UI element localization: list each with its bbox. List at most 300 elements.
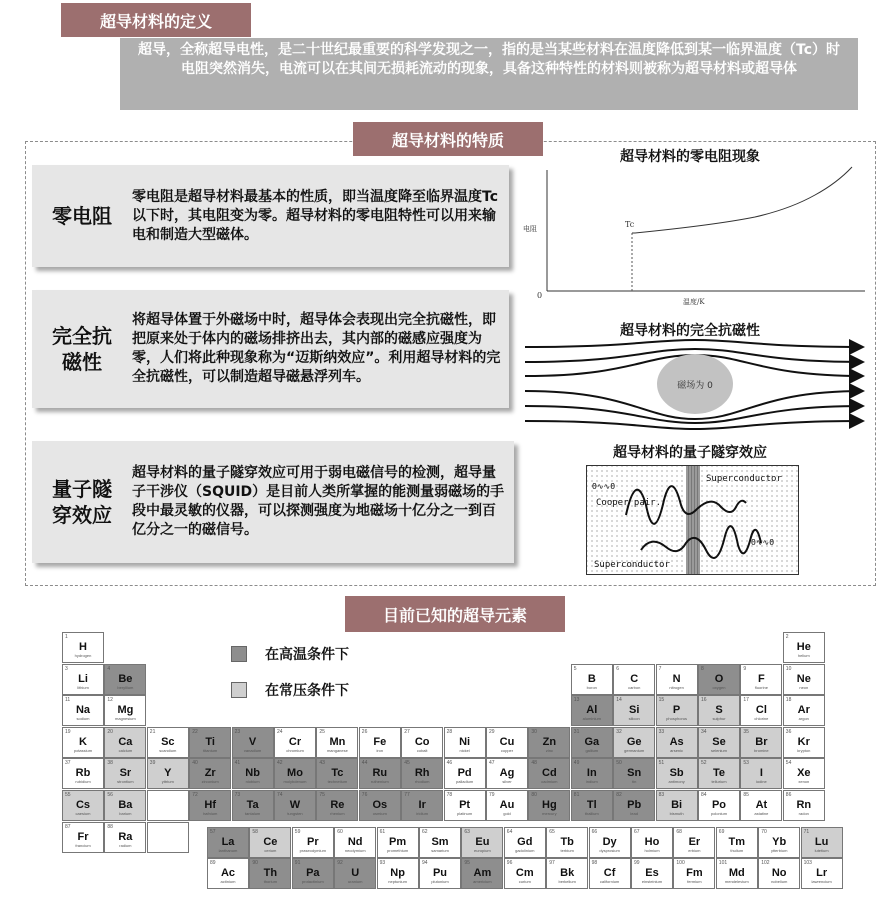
definition-title: 超导材料的定义	[61, 3, 251, 37]
element-symbol: Te	[712, 767, 726, 780]
element-symbol: Be	[118, 672, 133, 685]
atomic-number: 60	[337, 829, 343, 835]
element-name: promethium	[387, 848, 409, 853]
element-pr	[292, 827, 334, 858]
atomic-number: 18	[785, 697, 792, 704]
element-symbol: Sn	[627, 767, 642, 780]
element-ba	[104, 790, 146, 821]
element-co	[401, 727, 443, 758]
element-symbol: P	[672, 704, 681, 717]
element-name: plutonium	[431, 879, 449, 884]
element-cr	[274, 727, 316, 758]
sc-top-label: Superconductor	[706, 474, 782, 484]
element-name: hydrogen	[74, 653, 92, 658]
element-lu	[801, 827, 843, 858]
element-ra	[104, 822, 146, 853]
element-name: cobalt	[416, 747, 428, 753]
element-name: sulphur	[712, 716, 726, 722]
element-symbol: B	[587, 672, 596, 685]
element-symbol: Nb	[245, 767, 260, 780]
atomic-number: 65	[549, 829, 555, 835]
element-symbol: Sm	[431, 836, 449, 848]
element-symbol: In	[586, 767, 597, 780]
element-symbol: Fe	[373, 735, 387, 748]
element-name: thorium	[263, 879, 278, 884]
properties-title: 超导材料的特质	[353, 122, 543, 156]
element-name: actinium	[220, 879, 236, 884]
element-name: gallium	[585, 747, 599, 753]
legend-swatch	[231, 682, 247, 698]
element-name: beryllium	[117, 684, 134, 690]
element-cl	[740, 695, 782, 726]
element-dy	[589, 827, 631, 858]
element-name: copper	[500, 747, 514, 753]
element-name: ruthenium	[370, 779, 389, 785]
element-sr	[104, 758, 146, 789]
atomic-number: 32	[616, 728, 622, 735]
element-ru	[359, 758, 401, 789]
element-zn	[528, 727, 570, 758]
element-ge	[613, 727, 655, 758]
element-ni	[444, 727, 486, 758]
element-symbol: Gd	[517, 836, 533, 848]
element-i	[740, 758, 782, 789]
element-tl	[571, 790, 613, 821]
element-cs	[62, 790, 104, 821]
element-symbol: Ge	[626, 735, 642, 748]
atomic-number: 8	[701, 665, 704, 672]
element-u	[334, 858, 376, 889]
element-symbol: Lu	[814, 836, 829, 848]
element-name: berkelium	[558, 879, 576, 884]
element-symbol: N	[672, 672, 681, 685]
barrier	[686, 466, 700, 574]
atomic-number: 46	[446, 760, 453, 767]
element-pu	[419, 858, 461, 889]
atomic-number: 58	[252, 829, 258, 835]
element-symbol: Sr	[119, 767, 132, 780]
element-symbol: Zn	[542, 735, 557, 748]
element-name: curium	[518, 879, 531, 884]
element-symbol: Cr	[288, 735, 302, 748]
atomic-number: 48	[531, 760, 537, 767]
element-name: strontium	[117, 779, 134, 785]
element-symbol: K	[79, 735, 87, 748]
element-name: thulium	[730, 848, 744, 853]
element-name: antimony	[668, 779, 685, 785]
element-symbol: H	[79, 641, 87, 653]
element-sm	[419, 827, 461, 858]
element-tc	[316, 758, 358, 789]
element-sb	[656, 758, 698, 789]
element-name: ytterbium	[770, 848, 788, 853]
element-name: silver	[502, 779, 512, 785]
atomic-number: 6	[616, 665, 619, 672]
element-name: iron	[376, 747, 384, 753]
atomic-number: 2	[785, 634, 789, 640]
atomic-number: 67	[634, 829, 640, 835]
tunneling-diagram	[586, 465, 799, 575]
element-cd	[528, 758, 570, 789]
element-name: thallium	[584, 811, 599, 816]
atomic-number: 21	[149, 728, 156, 735]
element-ce	[249, 827, 291, 858]
element-symbol: Pm	[389, 836, 407, 848]
element-at	[740, 790, 782, 821]
element-symbol: Ti	[205, 735, 215, 748]
element-symbol: Ta	[246, 799, 259, 811]
atomic-number: 29	[489, 728, 495, 735]
atomic-number: 49	[573, 760, 580, 767]
element-symbol: Sc	[161, 735, 175, 748]
element-cu	[486, 727, 528, 758]
element-symbol: Ne	[796, 672, 811, 685]
atomic-number: 88	[107, 823, 113, 830]
element-al	[571, 695, 613, 726]
element-placeholder	[147, 790, 189, 821]
element-y	[147, 758, 189, 789]
atomic-number: 79	[489, 792, 495, 798]
element-symbol: La	[221, 836, 235, 848]
element-name: xenon	[798, 779, 810, 785]
element-name: gold	[503, 811, 511, 816]
element-name: mendelevium	[724, 879, 749, 884]
element-name: calcium	[118, 747, 133, 753]
feature-diamagnetism	[32, 290, 509, 408]
zero-resistance-title: 超导材料的零电阻现象	[620, 149, 760, 165]
element-si	[613, 695, 655, 726]
element-n	[656, 664, 698, 695]
element-symbol: Al	[586, 704, 598, 717]
element-bk	[546, 858, 588, 889]
atomic-number: 81	[573, 792, 580, 798]
element-fe	[359, 727, 401, 758]
atomic-number: 71	[803, 829, 810, 835]
element-ir	[401, 790, 443, 821]
element-er	[673, 827, 715, 858]
atomic-number: 25	[319, 728, 325, 735]
atomic-number: 37	[65, 760, 71, 767]
element-name: radium	[119, 842, 132, 848]
element-symbol: Os	[372, 799, 388, 811]
element-symbol: Mg	[117, 704, 134, 717]
element-symbol: Pu	[432, 867, 448, 879]
atomic-number: 15	[658, 697, 665, 704]
element-nb	[232, 758, 274, 789]
element-name: lead	[630, 811, 638, 816]
element-mg	[104, 695, 146, 726]
atomic-number: 22	[192, 728, 198, 735]
atomic-number: 24	[277, 728, 283, 735]
zero-resistance-graph	[515, 165, 875, 310]
element-name: carbon	[628, 684, 641, 690]
element-na	[62, 695, 104, 726]
definition-text: 超导，全称超导电性，是二十世纪最重要的科学发现之一，指的是当某些材料在温度降低到某一临界温度（Tc）时电阻突然消失，电流可以在其间无损耗流动的现象，具备这种特性的材料则被称为超导材料或超导体	[120, 38, 858, 110]
element-name: yttrium	[161, 779, 174, 785]
atomic-number: 45	[404, 760, 410, 767]
element-cm	[504, 858, 546, 889]
atomic-number: 64	[506, 829, 513, 835]
atomic-number: 28	[446, 728, 453, 735]
atomic-number: 66	[591, 829, 598, 835]
element-ti	[189, 727, 231, 758]
element-symbol: Np	[390, 867, 405, 879]
element-symbol: Ra	[118, 830, 133, 843]
element-name: neon	[799, 684, 809, 690]
atomic-number: 50	[616, 760, 622, 767]
atomic-number: 94	[422, 860, 428, 866]
element-es	[631, 858, 673, 889]
atomic-number: 38	[107, 760, 113, 767]
atomic-number: 80	[531, 792, 537, 798]
element-rb	[62, 758, 104, 789]
element-symbol: Mn	[329, 735, 346, 748]
atomic-number: 78	[446, 792, 453, 798]
atomic-number: 36	[785, 728, 792, 735]
element-name: bismuth	[669, 811, 684, 816]
atomic-number: 27	[404, 728, 410, 735]
feature-zero-resistance	[32, 165, 509, 267]
legend-label: 在常压条件下	[265, 683, 349, 699]
feature-text: 超导材料的量子隧穿效应可用于弱电磁信号的检测，超导量子干涉仪（SQUID）是目前人类所掌握的能测量弱磁场的手段中最灵敏的仪器，可以探测强度为地磁场十亿分之一到百亿分之一的磁信号。	[132, 465, 505, 538]
element-symbol: Ga	[584, 735, 600, 748]
element-ho	[631, 827, 673, 858]
element-name: erbium	[688, 848, 701, 853]
cooper-pair-label: Cooper pair.	[596, 498, 662, 508]
element-br	[740, 727, 782, 758]
atomic-number: 83	[658, 792, 665, 798]
atomic-number: 10	[785, 665, 792, 672]
atomic-number: 92	[337, 860, 343, 866]
element-symbol: Fr	[77, 830, 89, 843]
element-symbol: Rh	[414, 767, 430, 780]
element-symbol: Co	[414, 735, 430, 748]
element-name: molybdenum	[283, 779, 307, 785]
element-name: einsteinium	[641, 879, 663, 884]
element-symbol: V	[248, 735, 257, 748]
element-li	[62, 664, 104, 695]
element-symbol: No	[771, 867, 787, 879]
element-ag	[486, 758, 528, 789]
element-po	[698, 790, 740, 821]
element-symbol: Es	[645, 867, 659, 879]
feature-text: 零电阻是超导材料最基本的性质，即当温度降至临界温度Tc以下时，其电阻变为零。超导材料的零电阻特性可以用来输电和制造大型磁体。	[132, 188, 498, 243]
element-name: nitrogen	[669, 684, 684, 690]
element-pa	[292, 858, 334, 889]
element-pm	[377, 827, 419, 858]
atomic-number: 73	[234, 792, 241, 798]
element-symbol: Au	[499, 799, 515, 811]
atomic-number: 19	[65, 728, 71, 735]
element-eu	[461, 827, 503, 858]
atomic-number: 70	[761, 829, 767, 835]
element-symbol: Cs	[75, 799, 91, 811]
element-mo	[274, 758, 316, 789]
element-name: niobium	[245, 779, 260, 785]
element-se	[698, 727, 740, 758]
element-re	[316, 790, 358, 821]
element-name: lutetium	[814, 848, 829, 853]
element-symbol: Dy	[602, 836, 617, 848]
legend-normal-pressure	[231, 680, 349, 700]
element-name: dysprosium	[599, 848, 620, 853]
element-symbol: Yb	[772, 836, 787, 848]
element-name: chromium	[286, 747, 304, 753]
atomic-number: 89	[210, 860, 216, 866]
element-k	[62, 727, 104, 758]
diamagnetism-title: 超导材料的完全抗磁性	[620, 323, 760, 339]
resistance-curve	[632, 167, 852, 233]
element-symbol: Ce	[263, 836, 278, 848]
atomic-number: 87	[65, 823, 71, 830]
atomic-number: 5	[573, 665, 577, 672]
atomic-number: 98	[591, 860, 598, 866]
element-symbol: Hf	[204, 799, 216, 811]
element-name: neptunium	[388, 879, 407, 884]
element-name: tellurium	[711, 779, 727, 785]
element-symbol: Mo	[287, 767, 303, 780]
atomic-number: 41	[234, 760, 241, 767]
element-symbol: Re	[330, 799, 345, 811]
element-name: europium	[474, 848, 491, 853]
element-name: argon	[798, 716, 809, 722]
atomic-number: 85	[743, 792, 749, 798]
element-symbol: Xe	[797, 767, 811, 780]
element-name: arsenic	[670, 747, 684, 753]
element-os	[359, 790, 401, 821]
atomic-number: 75	[319, 792, 325, 798]
feature-tunneling	[32, 441, 514, 563]
element-symbol: Cl	[755, 704, 767, 717]
element-nd	[334, 827, 376, 858]
element-ac	[207, 858, 249, 889]
element-as	[656, 727, 698, 758]
element-name: polonium	[710, 811, 728, 816]
atomic-number: 43	[319, 760, 325, 767]
element-pb	[613, 790, 655, 821]
element-symbol: Cu	[499, 735, 515, 748]
element-symbol: Ar	[797, 704, 810, 717]
element-symbol: S	[715, 704, 723, 717]
element-name: lithium	[77, 684, 89, 690]
element-pd	[444, 758, 486, 789]
element-name: iodine	[756, 779, 767, 785]
element-name: silicon	[628, 716, 640, 722]
element-mn	[316, 727, 358, 758]
element-tb	[546, 827, 588, 858]
element-symbol: Ru	[372, 767, 388, 780]
element-no	[758, 858, 800, 889]
element-name: potassium	[73, 747, 93, 753]
element-symbol: Rb	[75, 767, 91, 780]
element-symbol: Ba	[118, 799, 133, 811]
element-symbol: Ac	[220, 867, 236, 879]
element-f	[740, 664, 782, 695]
element-symbol: Ag	[499, 767, 515, 780]
element-md	[716, 858, 758, 889]
element-symbol: Th	[263, 867, 278, 879]
element-symbol: O	[714, 672, 724, 685]
element-name: rubidium	[75, 779, 91, 785]
atomic-number: 96	[506, 860, 513, 866]
atomic-number: 77	[404, 792, 410, 798]
element-name: selenium	[710, 747, 727, 753]
element-symbol: Cd	[542, 767, 557, 780]
periodic-title: 目前已知的超导元素	[345, 596, 565, 632]
element-symbol: Ir	[418, 799, 426, 811]
x-axis-label: 温度/K	[683, 298, 705, 306]
atomic-number: 54	[785, 760, 792, 767]
element-name: krypton	[797, 747, 811, 753]
element-la	[207, 827, 249, 858]
diamagnetism-diagram	[520, 335, 870, 435]
element-th	[249, 858, 291, 889]
element-name: rhodium	[414, 779, 430, 785]
atomic-number: 103	[803, 860, 812, 866]
element-symbol: Md	[728, 867, 745, 879]
element-name: samarium	[431, 848, 449, 853]
legend-label: 在高温条件下	[265, 647, 349, 663]
element-name: osmium	[372, 811, 387, 816]
element-symbol: Si	[628, 704, 640, 717]
element-name: helium	[797, 653, 810, 658]
element-name: aluminium	[582, 716, 601, 722]
atomic-number: 3	[65, 665, 68, 672]
element-sn	[613, 758, 655, 789]
feature-text: 将超导体置于外磁场中时，超导体会表现出完全抗磁性，即把原来处于体内的磁场排挤出去，其内部的磁感应强度为零，人们将此种现象称为“迈斯纳效应”。利用超导材料的完全抗磁性，可以制造超导磁悬浮列车。	[132, 312, 501, 385]
element-ta	[232, 790, 274, 821]
tc-label: Tc	[625, 220, 635, 229]
element-name: zinc	[545, 747, 553, 753]
element-symbol: Hg	[542, 799, 557, 811]
element-symbol: C	[630, 672, 639, 685]
feature-title: 零电阻	[52, 204, 112, 228]
element-name: nobelium	[771, 879, 788, 884]
element-symbol: Lr	[816, 867, 828, 879]
origin-label: 0	[537, 291, 543, 300]
atomic-number: 84	[701, 792, 707, 798]
atomic-number: 42	[277, 760, 283, 767]
element-name: tin	[632, 779, 637, 785]
element-ne	[783, 664, 825, 695]
element-pt	[444, 790, 486, 821]
element-name: hafnium	[203, 811, 218, 816]
atomic-number: 47	[489, 760, 495, 767]
element-in	[571, 758, 613, 789]
element-symbol: Eu	[475, 836, 490, 848]
element-name: nickel	[459, 747, 470, 753]
element-symbol: Tl	[586, 799, 597, 811]
element-symbol: Pb	[627, 799, 642, 811]
element-symbol: I	[759, 767, 763, 780]
element-name: lawrencium	[811, 879, 832, 884]
element-symbol: He	[796, 641, 811, 653]
atomic-number: 63	[464, 829, 470, 835]
element-symbol: Pr	[306, 836, 319, 848]
element-name: cerium	[264, 848, 277, 853]
feature-title: 量子隧穿效应	[52, 477, 112, 527]
center-label: 磁场为 0	[677, 381, 713, 391]
element-symbol: Br	[755, 735, 768, 748]
element-symbol: Ni	[459, 735, 471, 748]
cooper-pair-icon: Θ∿∿Θ	[592, 482, 616, 491]
atomic-number: 44	[361, 760, 368, 767]
atomic-number: 99	[634, 860, 640, 866]
atomic-number: 93	[379, 860, 386, 866]
element-name: palladium	[456, 779, 474, 785]
element-name: rhenium	[330, 811, 345, 816]
element-symbol: Zr	[204, 767, 216, 780]
